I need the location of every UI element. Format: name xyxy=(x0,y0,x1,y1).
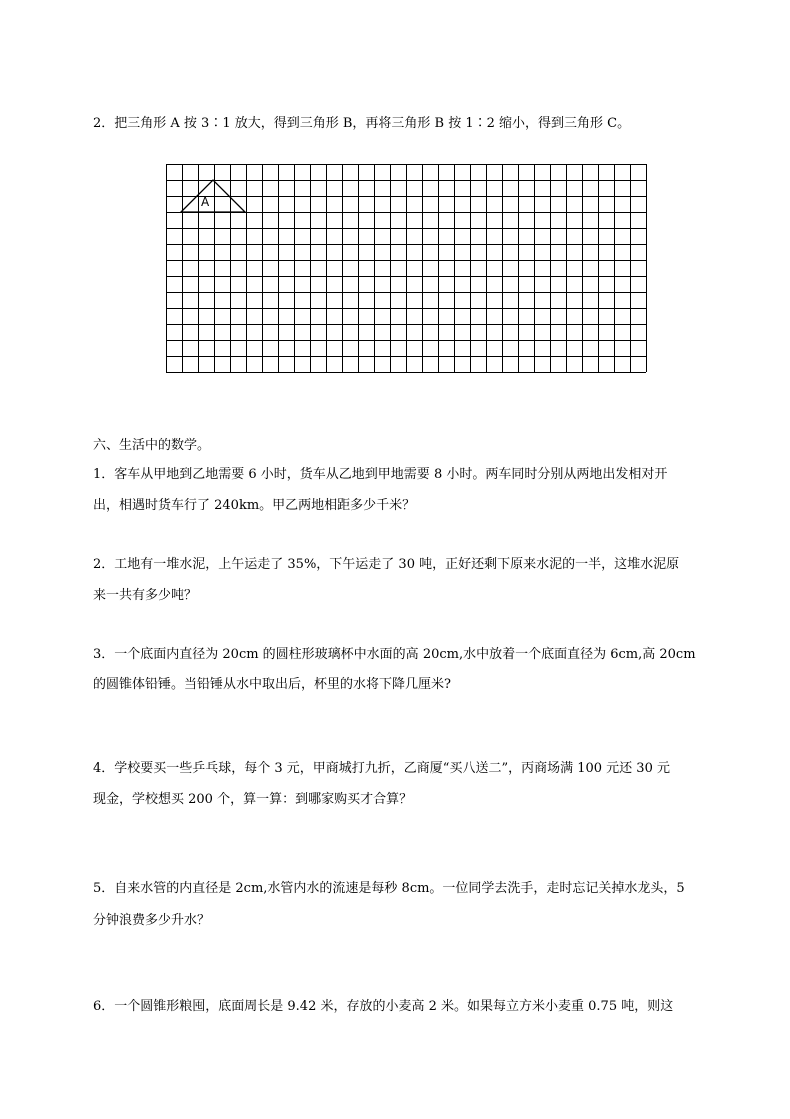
question-2-prompt: 2．把三角形 A 按 3∶1 放大，得到三角形 B，再将三角形 B 按 1∶2 缩小，得到三角形 C。 xyxy=(93,116,631,131)
problem-3-line-1: 3．一个底面内直径为 20cm 的圆柱形玻璃杯中水面的高 20cm,水中放着一个底面直径为 6cm,高 20cm xyxy=(93,647,696,662)
problem-5-line-2: 分钟浪费多少升水？ xyxy=(93,913,211,928)
problem-2-line-2: 来一共有多少吨？ xyxy=(93,588,198,603)
problem-6-line-1: 6．一个圆锥形粮囤，底面周长是 9.42 米，存放的小麦高 2 米。如果每立方米小麦重 0.75 吨，则这 xyxy=(93,999,674,1014)
problem-5-line-1: 5．自来水管的内直径是 2cm,水管内水的流速是每秒 8cm。一位同学去洗手，走时忘记关掉水龙头，5 xyxy=(93,881,685,896)
problem-1-line-1: 1．客车从甲地到乙地需要 6 小时，货车从乙地到甲地需要 8 小时。两车同时分别从两地出发相对开 xyxy=(93,467,668,482)
problem-4-line-1: 4．学校要买一些乒乓球，每个 3 元，甲商城打九折，乙商厦“买八送二”，丙商场满 100 元还 30 元 xyxy=(93,761,670,776)
triangle-a-label: A xyxy=(201,195,210,209)
problem-4-line-2: 现金，学校想买 200 个，算一算：到哪家购买才合算？ xyxy=(93,792,413,807)
problem-1-line-2: 出，相遇时货车行了 240km。甲乙两地相距多少千米？ xyxy=(93,498,416,513)
section-title: 六、生活中的数学。 xyxy=(93,438,211,453)
problem-2-line-1: 2．工地有一堆水泥，上午运走了 35%，下午运走了 30 吨，正好还剩下原来水泥的一半，这堆水泥原 xyxy=(93,557,680,572)
problem-3-line-2: 的圆锥体铅锤。当铅锤从水中取出后，杯里的水将下降几厘米? xyxy=(93,677,451,692)
